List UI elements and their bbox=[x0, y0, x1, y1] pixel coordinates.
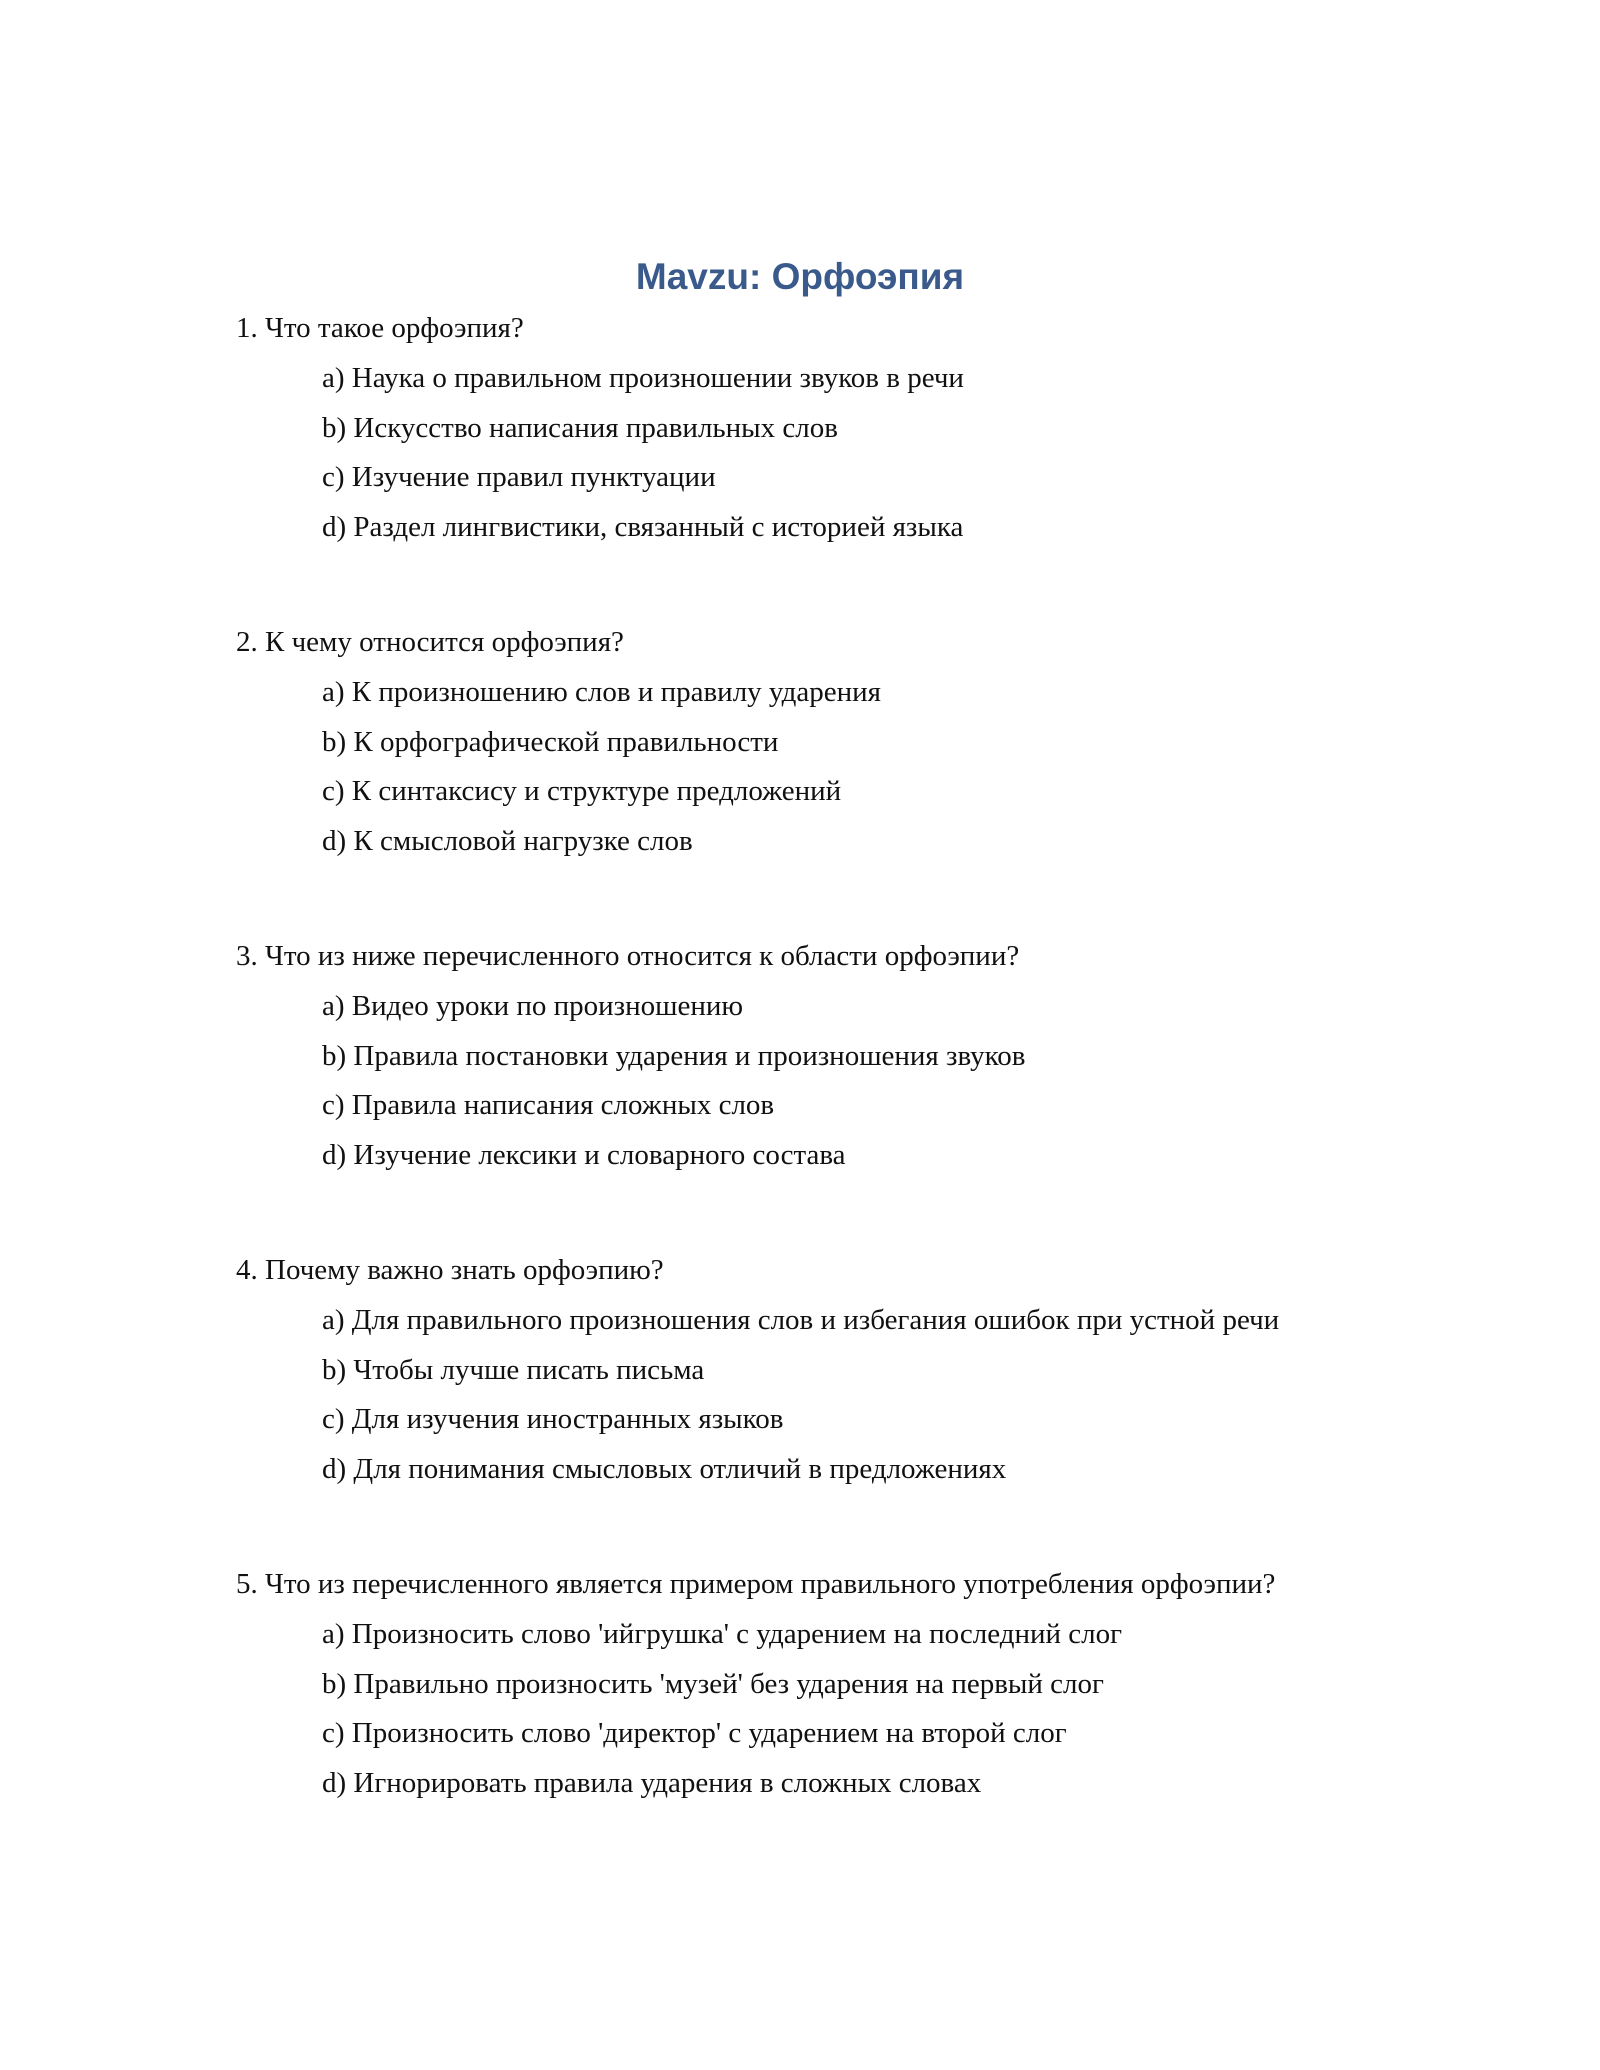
answer-options bbox=[236, 1300, 1476, 1498]
answer-option-b: b) Чтобы лучше писать письма bbox=[322, 1353, 705, 1386]
answer-option-c: c) Правила написания сложных слов bbox=[322, 1089, 775, 1121]
answer-option-b: b) Правильно произносить 'музей' без ударения на первый слог bbox=[322, 1667, 1104, 1700]
answer-option-c: c) К синтаксису и структуре предложений bbox=[322, 775, 842, 807]
answer-option-d: d) Для понимания смысловых отличий в предложениях bbox=[322, 1452, 1007, 1485]
answer-options bbox=[236, 672, 1476, 870]
answer-option-c: c) Для изучения иностранных языков bbox=[322, 1403, 784, 1435]
answer-option-a: a) Видео уроки по произношению bbox=[322, 990, 744, 1022]
answer-option-b: b) Правила постановки ударения и произношения звуков bbox=[322, 1039, 1026, 1072]
answer-option-a: a) Произносить слово 'ийгрушка' с ударением на последний слог bbox=[322, 1618, 1122, 1650]
question-1 bbox=[236, 308, 1476, 556]
answer-options bbox=[236, 986, 1476, 1184]
answer-option-d: d) Игнорировать правила ударения в сложных словах bbox=[322, 1766, 982, 1799]
answer-option-a: a) Для правильного произношения слов и избегания ошибок при устной речи bbox=[322, 1304, 1280, 1336]
answer-option-c: c) Произносить слово 'директор' с ударением на второй слог bbox=[322, 1717, 1067, 1749]
question-5 bbox=[236, 1564, 1476, 1812]
answer-option-d: d) К смысловой нагрузке слов bbox=[322, 824, 693, 857]
question-text: 3. Что из ниже перечисленного относится к области орфоэпии? bbox=[236, 940, 1020, 972]
question-4 bbox=[236, 1250, 1476, 1498]
question-3 bbox=[236, 936, 1476, 1184]
question-text: 1. Что такое орфоэпия? bbox=[236, 312, 524, 344]
answer-option-a: a) К произношению слов и правилу ударения bbox=[322, 676, 881, 708]
question-text: 5. Что из перечисленного является примером правильного употребления орфоэпии? bbox=[236, 1568, 1276, 1600]
answer-option-a: a) Наука о правильном произношении звуков в речи bbox=[322, 362, 964, 394]
answer-options bbox=[236, 1614, 1476, 1812]
answer-option-c: c) Изучение правил пунктуации bbox=[322, 461, 716, 493]
answer-option-d: d) Раздел лингвистики, связанный с историей языка bbox=[322, 510, 964, 543]
page-title: Mavzu: Орфоэпия bbox=[635, 256, 965, 297]
question-text: 4. Почему важно знать орфоэпию? bbox=[236, 1254, 664, 1286]
answer-option-b: b) Искусство написания правильных слов bbox=[322, 411, 838, 444]
answer-options bbox=[236, 358, 1476, 556]
question-2 bbox=[236, 622, 1476, 870]
answer-option-d: d) Изучение лексики и словарного состава bbox=[322, 1138, 846, 1171]
question-list bbox=[236, 308, 1476, 1878]
question-text: 2. К чему относится орфоэпия? bbox=[236, 626, 624, 658]
answer-option-b: b) К орфографической правильности bbox=[322, 725, 779, 758]
